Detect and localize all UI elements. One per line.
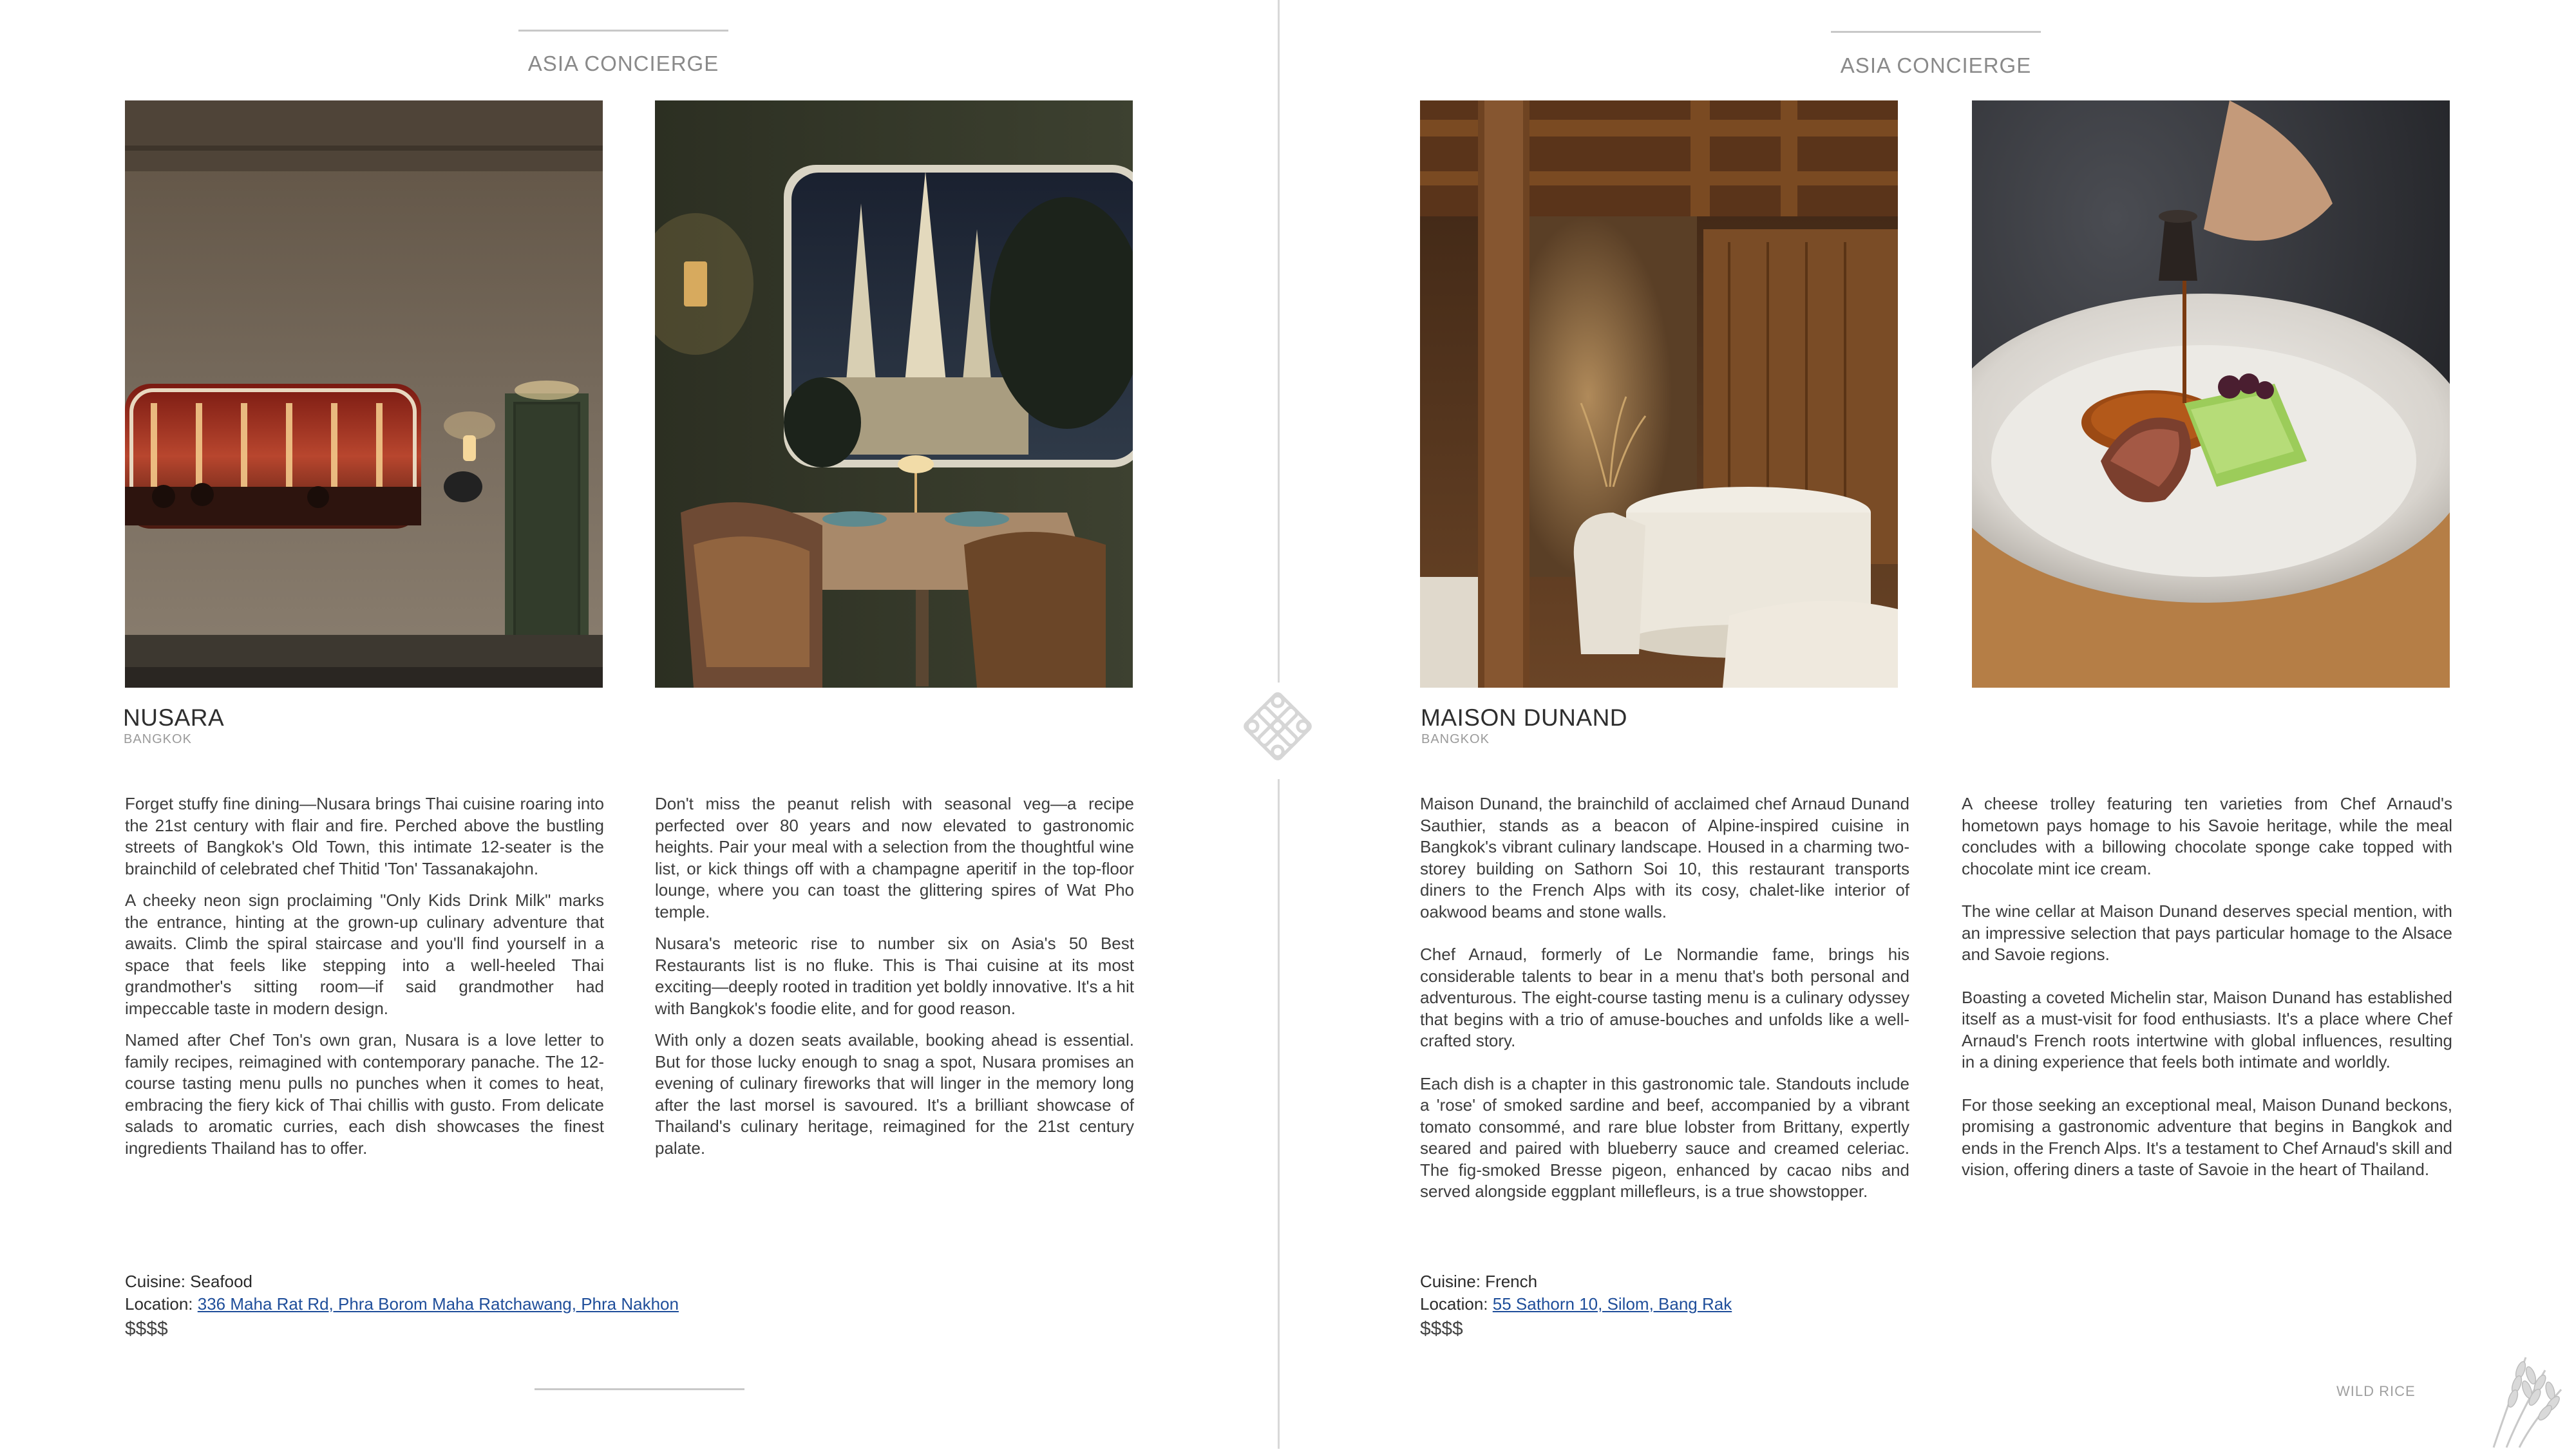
right-page-header: ASIA CONCIERGE <box>1840 53 2032 77</box>
paragraph: Maison Dunand, the brainchild of acclaimed chef Arnaud Dunand Sauthier, stands as a beacon of Alpine-inspired cuisine in Bangkok's vibrant culinary landscape. Housed in a charming two-storey building on Sathorn Soi 10, this restaurant transports diners to the French Alps with its cosy, chalet-like interior of oakwood beams and stone walls. <box>1420 794 1909 921</box>
paragraph: A cheese trolley featuring ten varieties from Chef Arnaud's hometown pays homage to his Savoie heritage, while the meal concludes with a billowing chocolate sponge cake topped with chocolate mint ice cream. <box>1962 794 2452 878</box>
left-footer-rule <box>535 1388 744 1390</box>
paragraph: Each dish is a chapter in this gastronomic tale. Standouts include a 'rose' of smoked sardine and beef, accompanied by a vibrant tomato consommé, and rare blue lobster from Brittany, expertly seared and paired with blueberry sauce and creamed celeriac. The fig-smoked Bresse pigeon, enhanced by cacao nibs and served alongside eggplant millefleurs, is a true showstopper. <box>1420 1073 1909 1201</box>
price-level: $$$$ <box>125 1318 168 1339</box>
nusara-location-link[interactable]: 336 Maha Rat Rd, Phra Borom Maha Ratchawang, Phra Nakhon <box>197 1294 679 1314</box>
nusara-city: BANGKOK <box>124 732 192 746</box>
nusara-column-2 <box>655 793 1134 1169</box>
paragraph: Boasting a coveted Michelin star, Maison Dunand has established itself as a must-visit for food enthusiasts. It's a place where Chef Arnaud's French roots intertwine with global influences, resulting in a dining experience that feels both intimate and worldly. <box>1962 987 2452 1071</box>
paragraph: For those seeking an exceptional meal, Maison Dunand beckons, promising a gastronomic adventure that begins in Bangkok and ends in the French Alps. It's a testament to Chef Arnaud's skill and vision, offering diners a taste of Savoie in the heart of Thailand. <box>1962 1095 2452 1179</box>
paragraph: A cheeky neon sign proclaiming "Only Kids Drink Milk" marks the entrance, hinting at the grown-up culinary adventure that awaits. Climb the spiral staircase and you'll find yourself in a space that feels like stepping into a well-heeled Thai grandmother's sitting room—if said grandmother had impeccable taste in modern design. <box>125 891 604 1018</box>
maison-dunand-city: BANGKOK <box>1421 732 1490 746</box>
nusara-column-1 <box>125 793 604 1169</box>
paragraph: Chef Arnaud, formerly of Le Normandie fame, brings his considerable talents to bear in a menu that's both personal and adventurous. The eight-course tasting menu is a culinary odyssey that begins with a trio of amuse-bouches and unfolds like a well-crafted story. <box>1420 945 1909 1050</box>
nusara-dining-room-photo <box>655 100 1133 688</box>
location-line <box>1420 1294 1732 1317</box>
paragraph: Forget stuffy fine dining—Nusara brings Thai cuisine roaring into the 21st century with flair and fire. Perched above the bustling streets of Bangkok's Old Town, this intimate 12-seater is the brainchild of celebrated chef Thitid 'Ton' Tassanakajohn. <box>125 794 604 878</box>
paragraph: Nusara's meteoric rise to number six on Asia's 50 Best Restaurants list is no fluke. This is Thai cuisine at its most exciting—deeply rooted in tradition yet boldly innovative. It's a hit with Bangkok's foodie elite, and for good reason. <box>655 934 1134 1018</box>
cuisine-label: Cuisine: French <box>1420 1272 1538 1291</box>
footer-brand: WILD RICE <box>2336 1383 2416 1399</box>
wheat-icon <box>2481 1344 2571 1449</box>
location-label: Location: <box>1420 1294 1488 1314</box>
location-label: Location: <box>125 1294 193 1314</box>
nusara-details <box>125 1272 679 1340</box>
location-line <box>125 1294 679 1317</box>
maison-dunand-details <box>1420 1272 1732 1340</box>
nusara-exterior-photo <box>125 100 603 688</box>
nusara-title: NUSARA <box>123 704 225 731</box>
cuisine-label: Cuisine: Seafood <box>125 1272 253 1291</box>
maison-dunand-title: MAISON DUNAND <box>1421 704 1628 731</box>
paragraph: Named after Chef Ton's own gran, Nusara is a love letter to family recipes, reimagined with contemporary panache. The 12-course tasting menu pulls no punches when it comes to heat, embracing the fiery kick of Thai chillis with gusto. From delicate salads to aromatic curries, each dish showcases the finest ingredients Thailand has to offer. <box>125 1030 604 1158</box>
maison-dunand-interior-photo <box>1420 100 1898 688</box>
maison-dunand-column-1 <box>1420 793 1909 1213</box>
page-gutter-top <box>1278 0 1280 683</box>
endless-knot-icon <box>1238 686 1318 766</box>
paragraph: Don't miss the peanut relish with seasonal veg—a recipe perfected over 80 years and now elevated to gastronomic heights. Pair your meal with a selection from the thoughtful wine list, or kick things off with a champagne aperitif in the top-floor lounge, where you can toast the glittering spires of Wat Pho temple. <box>655 794 1134 921</box>
left-header-rule <box>518 30 728 32</box>
left-page-header: ASIA CONCIERGE <box>527 52 719 75</box>
right-header-rule <box>1831 31 2041 33</box>
page-gutter-bottom <box>1278 779 1280 1449</box>
maison-dunand-location-link[interactable]: 55 Sathorn 10, Silom, Bang Rak <box>1492 1294 1732 1314</box>
paragraph: The wine cellar at Maison Dunand deserves special mention, with an impressive selection that pays particular homage to the Alsace and Savoie regions. <box>1962 901 2452 964</box>
paragraph: With only a dozen seats available, booking ahead is essential. But for those lucky enough to snag a spot, Nusara promises an evening of culinary fireworks that will linger in the memory long after the last morsel is savoured. It's a brilliant showcase of Thailand's culinary heritage, reimagined for the 21st century palate. <box>655 1030 1134 1158</box>
maison-dunand-dish-photo <box>1972 100 2450 688</box>
price-level: $$$$ <box>1420 1318 1463 1339</box>
maison-dunand-column-2 <box>1962 793 2452 1191</box>
